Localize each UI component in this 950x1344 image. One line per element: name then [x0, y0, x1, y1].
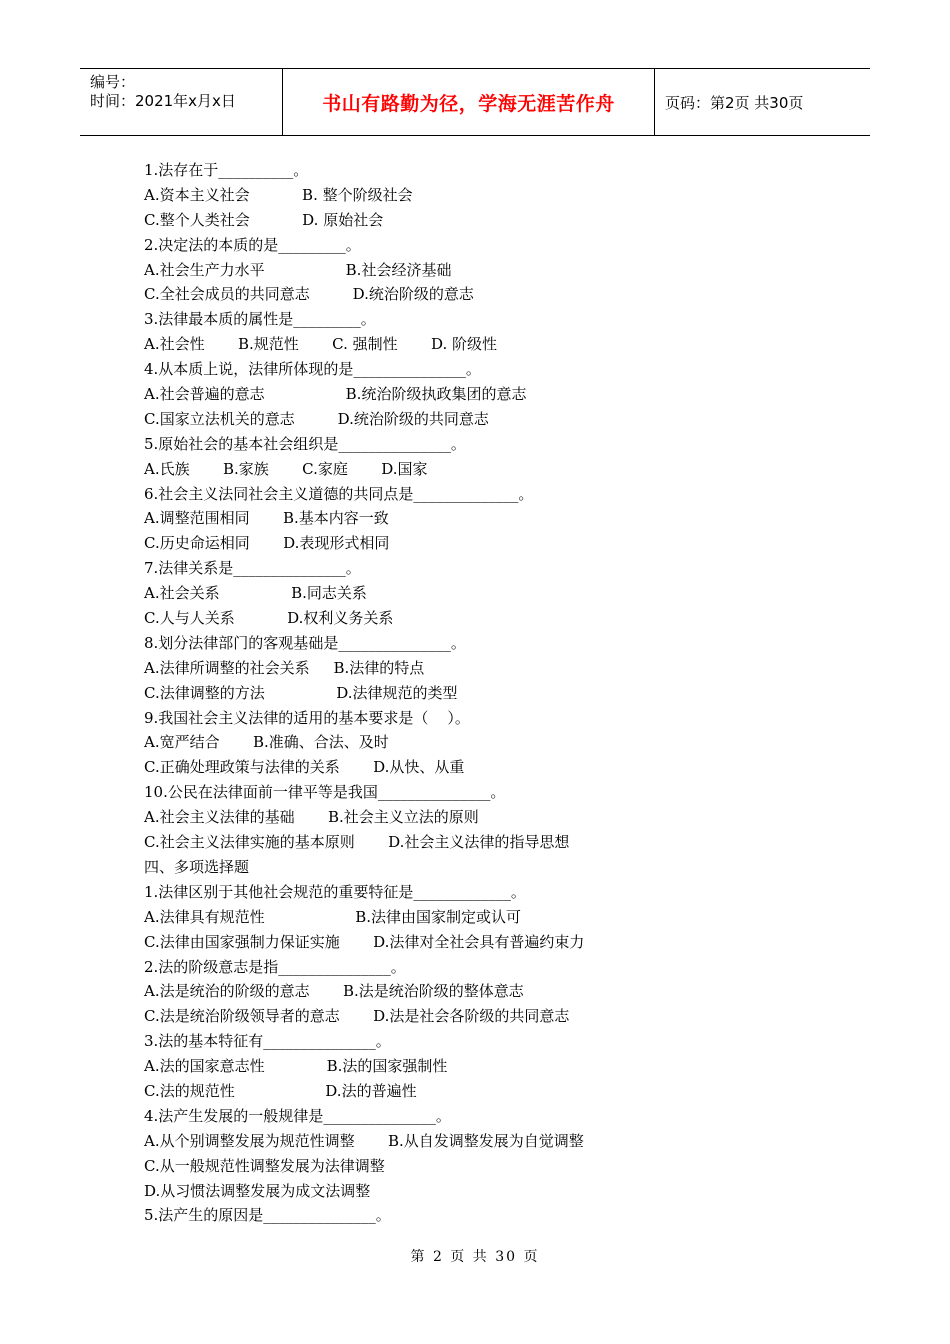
header-motto-cell [283, 69, 655, 135]
time-label: 时间：2021年x月x日 [90, 92, 236, 110]
text-line: D.从习惯法调整发展为成文法调整 [144, 1181, 371, 1200]
text-line: A.法律具有规范性 B.法律由国家制定或认可 [144, 907, 521, 926]
text-line: 四、多项选择题 [144, 857, 250, 876]
number-label: 编号： [90, 73, 136, 91]
page-label: 页码：第2页 共30页 [665, 93, 804, 112]
text-line: A.氏族 B.家族 C.家庭 D.国家 [144, 459, 428, 478]
text-line: A.社会性 B.规范性 C. 强制性 D. 阶级性 [144, 335, 498, 354]
page-footer: 第 2 页 共 30 页 [410, 1249, 540, 1265]
header-meta-cell [80, 69, 283, 135]
text-line: C.人与人关系 D.权利义务关系 [144, 609, 394, 628]
text-line: A.法律所调整的社会关系 B.法律的特点 [144, 658, 425, 677]
text-line: 2.法的阶级意志是指_______________。 [144, 957, 406, 976]
text-line: 7.法律关系是_______________。 [144, 559, 361, 578]
text-line: 3.法律最本质的属性是_________。 [144, 310, 376, 329]
text-line: 4.法产生发展的一般规律是_______________。 [144, 1106, 451, 1125]
text-line: A.调整范围相同 B.基本内容一致 [144, 509, 389, 528]
text-line: 1.法律区别于其他社会规范的重要特征是_____________。 [144, 882, 526, 901]
text-line: 8.划分法律部门的客观基础是_______________。 [144, 633, 466, 652]
text-line: C.从一般规范性调整发展为法律调整 [144, 1156, 385, 1175]
text-line: A.资本主义社会 B. 整个阶级社会 [144, 185, 413, 204]
text-line: A.法是统治的阶级的意志 B.法是统治阶级的整体意志 [144, 982, 524, 1001]
text-line: 5.法产生的原因是_______________。 [144, 1206, 391, 1225]
text-line: C.法律调整的方法 D.法律规范的类型 [144, 683, 458, 702]
text-line: C.社会主义法律实施的基本原则 D.社会主义法律的指导思想 [144, 833, 570, 852]
text-line: C.法律由国家强制力保证实施 D.法律对全社会具有普遍约束力 [144, 932, 585, 951]
text-line: A.宽严结合 B.准确、合法、及时 [144, 733, 389, 752]
text-line: 6.社会主义法同社会主义道德的共同点是______________。 [144, 484, 534, 503]
text-line: A.社会主义法律的基础 B.社会主义立法的原则 [144, 808, 479, 827]
text-line: C.法是统治阶级领导者的意志 D.法是社会各阶级的共同意志 [144, 1007, 570, 1026]
text-line: C.整个人类社会 D. 原始社会 [144, 210, 384, 229]
text-line: C.全社会成员的共同意志 D.统治阶级的意志 [144, 285, 474, 304]
text-line: A.法的国家意志性 B.法的国家强制性 [144, 1057, 448, 1076]
text-line: 5.原始社会的基本社会组织是_______________。 [144, 434, 466, 453]
text-line: C.正确处理政策与法律的关系 D.从快、从重 [144, 758, 465, 777]
document-header [80, 68, 870, 136]
header-page-cell [655, 69, 870, 135]
text-line: 4.从本质上说，法律所体现的是_______________。 [144, 360, 481, 379]
header-motto: 书山有路勤为径，学海无涯苦作舟 [322, 92, 615, 115]
text-line: 9.我国社会主义法律的适用的基本要求是（ ）。 [144, 708, 470, 727]
text-line: 2.决定法的本质的是_________。 [144, 235, 361, 254]
text-line: 1.法存在于__________。 [144, 161, 309, 179]
document-body [144, 158, 844, 1228]
text-line: 10.公民在法律面前一律平等是我国_______________。 [144, 783, 506, 802]
text-line: A.社会生产力水平 B.社会经济基础 [144, 260, 452, 279]
text-line: A.从个别调整发展为规范性调整 B.从自发调整发展为自觉调整 [144, 1131, 584, 1150]
text-line: 3.法的基本特征有_______________。 [144, 1032, 391, 1051]
text-line: C.法的规范性 D.法的普遍性 [144, 1081, 417, 1100]
text-line: C.国家立法机关的意志 D.统治阶级的共同意志 [144, 409, 489, 428]
text-line: A.社会关系 B.同志关系 [144, 584, 367, 603]
text-line: A.社会普遍的意志 B.统治阶级执政集团的意志 [144, 385, 527, 404]
text-line: C.历史命运相同 D.表现形式相同 [144, 534, 390, 553]
